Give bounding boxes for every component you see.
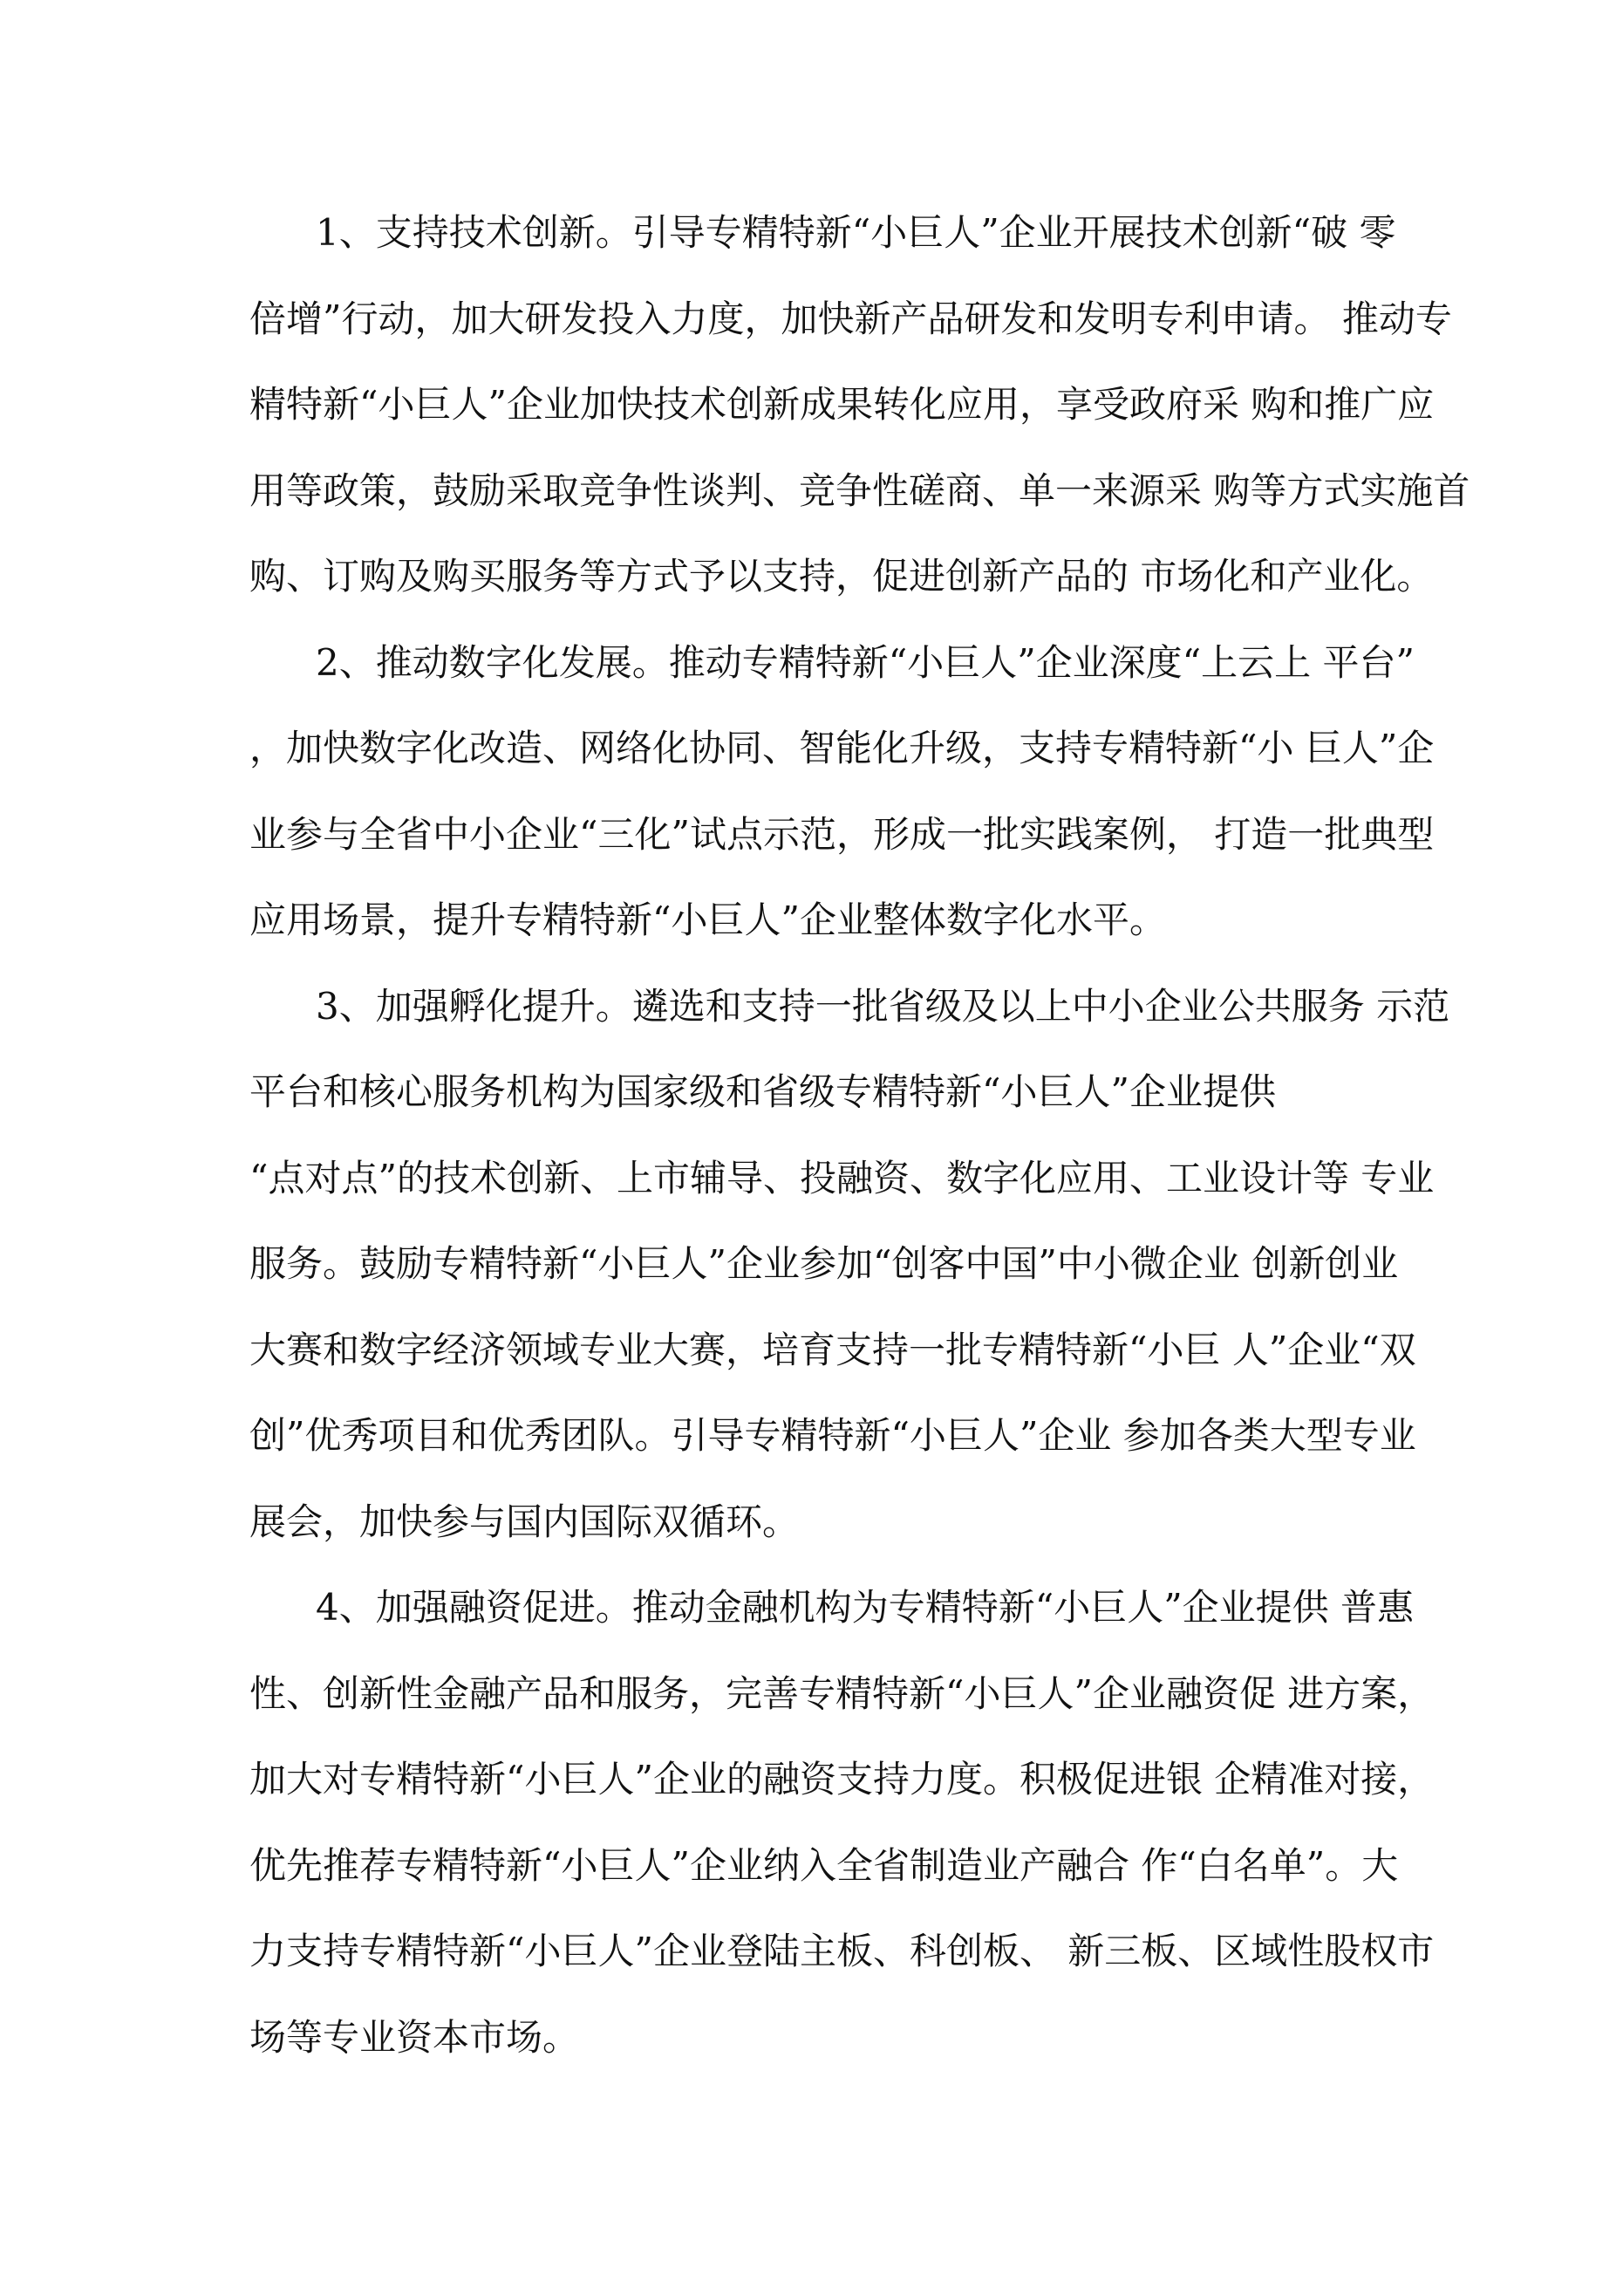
paragraph-3-line-6: 创”优秀项目和优秀团队。引导专精特新“小巨人”企业 参加各类大型专业 xyxy=(249,1414,1416,1457)
paragraph-4-line-1: 4、加强融资促进。推动金融机构为专精特新“小巨人”企业提供 普惠 xyxy=(316,1586,1415,1629)
paragraph-4-line-2: 性、创新性金融产品和服务，完善专精特新“小巨人”企业融资促 进方案， xyxy=(249,1672,1435,1715)
paragraph-2-line-2: ，加快数字化改造、网络化协同、智能化升级，支持专精特新“小 巨人”企 xyxy=(249,727,1435,769)
paragraph-4-line-4: 优先推荐专精特新“小巨人”企业纳入全省制造业产融合 作“白名单”。大 xyxy=(249,1844,1399,1887)
paragraph-3-line-7: 展会，加快参与国内国际双循环。 xyxy=(249,1500,800,1543)
paragraph-1-line-4: 用等政策，鼓励采取竞争性谈判、竞争性磋商、单一来源采 购等方式实施首 xyxy=(249,469,1470,512)
paragraph-4-line-5: 力支持专精特新“小巨人”企业登陆主板、科创板、 新三板、区域性股权市 xyxy=(249,1930,1435,1972)
paragraph-3-line-3: “点对点”的技术创新、上市辅导、投融资、数字化应用、工业设计等 专业 xyxy=(249,1157,1435,1199)
paragraph-3-line-4: 服务。鼓励专精特新“小巨人”企业参加“创客中国”中小微企业 创新创业 xyxy=(249,1242,1399,1285)
paragraph-4-line-6: 场等专业资本市场。 xyxy=(249,2016,580,2059)
paragraph-1-line-5: 购、订购及购买服务等方式予以支持，促进创新产品的 市场化和产业化。 xyxy=(249,555,1434,598)
paragraph-3-line-1: 3、加强孵化提升。遴选和支持一批省级及以上中小企业公共服务 示范 xyxy=(316,985,1450,1028)
paragraph-3-line-5: 大赛和数字经济领域专业大赛，培育支持一批专精特新“小巨 人”企业“双 xyxy=(249,1329,1416,1371)
paragraph-4-line-3: 加大对专精特新“小巨人”企业的融资支持力度。积极促进银 企精准对接， xyxy=(249,1758,1435,1801)
paragraph-2-line-4: 应用场景，提升专精特新“小巨人”企业整体数字化水平。 xyxy=(249,899,1166,941)
paragraph-1-line-3: 精特新“小巨人”企业加快技术创新成果转化应用，享受政府采 购和推广应 xyxy=(249,383,1435,426)
paragraph-2-line-3: 业参与全省中小企业“三化”试点示范，形成一批实践案例， 打造一批典型 xyxy=(249,813,1435,856)
paragraph-2-line-1: 2、推动数字化发展。推动专精特新“小巨人”企业深度“上云上 平台” xyxy=(316,641,1415,684)
paragraph-1-line-1: 1、支持技术创新。引导专精特新“小巨人”企业开展技术创新“破 零 xyxy=(316,211,1396,254)
paragraph-1-line-2: 倍增”行动，加大研发投入力度，加快新产品研发和发明专利申请。 推动专 xyxy=(249,297,1452,340)
paragraph-3-line-2: 平台和核心服务机构为国家级和省级专精特新“小巨人”企业提供 xyxy=(249,1070,1276,1113)
